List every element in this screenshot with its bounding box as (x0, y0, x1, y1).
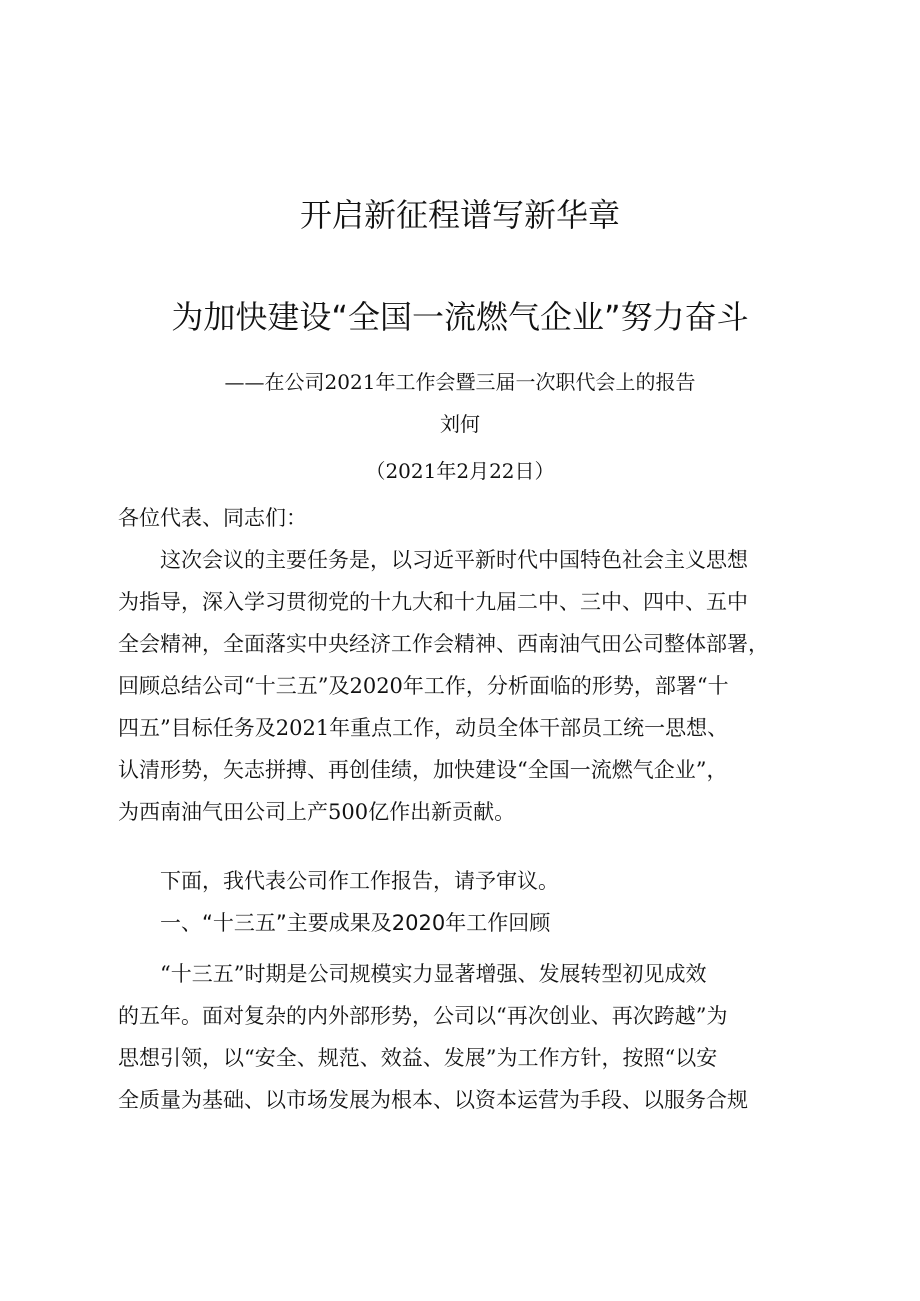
paragraph-line: 认清形势，矢志拼搏、再创佳绩，加快建设“全国一流燃气企业”， (118, 758, 728, 782)
paragraph-line: 的五年。面对复杂的内外部形势，公司以“再次创业、再次跨越”为 (118, 1004, 728, 1028)
paragraph-line: 回顾总结公司“十三五”及2020年工作，分析面临的形势，部署“十 (118, 674, 729, 698)
paragraph-3 (118, 953, 808, 1121)
section-heading: 一、“十三五”主要成果及2020年工作回顾 (160, 911, 551, 935)
paragraph-2: 下面，我代表公司作工作报告，请予审议。 (160, 869, 559, 893)
paragraph-line: 为西南油气田公司上产500亿作出新贡献。 (118, 800, 516, 824)
paragraph-line: 这次会议的主要任务是，以习近平新时代中国特色社会主义思想 (118, 548, 748, 572)
paragraph-line: 全质量为基础、以市场发展为根本、以资本运营为手段、以服务合规 (118, 1088, 748, 1112)
paragraph-line: 思想引领，以“安全、规范、效益、发展”为工作方针，按照“以安 (118, 1046, 718, 1070)
document-title-line-2: 为加快建设“全国一流燃气企业”努力奋斗 (171, 298, 749, 336)
paragraph-line: 全会精神，全面落实中央经济工作会精神、西南油气田公司整体部署， (118, 632, 769, 656)
paragraph-line: 四五”目标任务及2021年重点工作，动员全体干部员工统一思想、 (118, 716, 729, 740)
author-name: 刘何 (440, 412, 480, 436)
paragraph-line: “十三五”时期是公司规模实力显著增强、发展转型初见成效 (118, 962, 707, 986)
paragraph-line: 为指导，深入学习贯彻党的十九大和十九届二中、三中、四中、五中 (118, 590, 748, 614)
document-subtitle: ——在公司2021年工作会暨三届一次职代会上的报告 (224, 370, 696, 394)
report-date: （2021年2月22日） (365, 459, 555, 483)
greeting: 各位代表、同志们： (118, 506, 307, 530)
document-title-line-1: 开启新征程谱写新华章 (299, 196, 620, 234)
paragraph-1 (118, 539, 808, 833)
